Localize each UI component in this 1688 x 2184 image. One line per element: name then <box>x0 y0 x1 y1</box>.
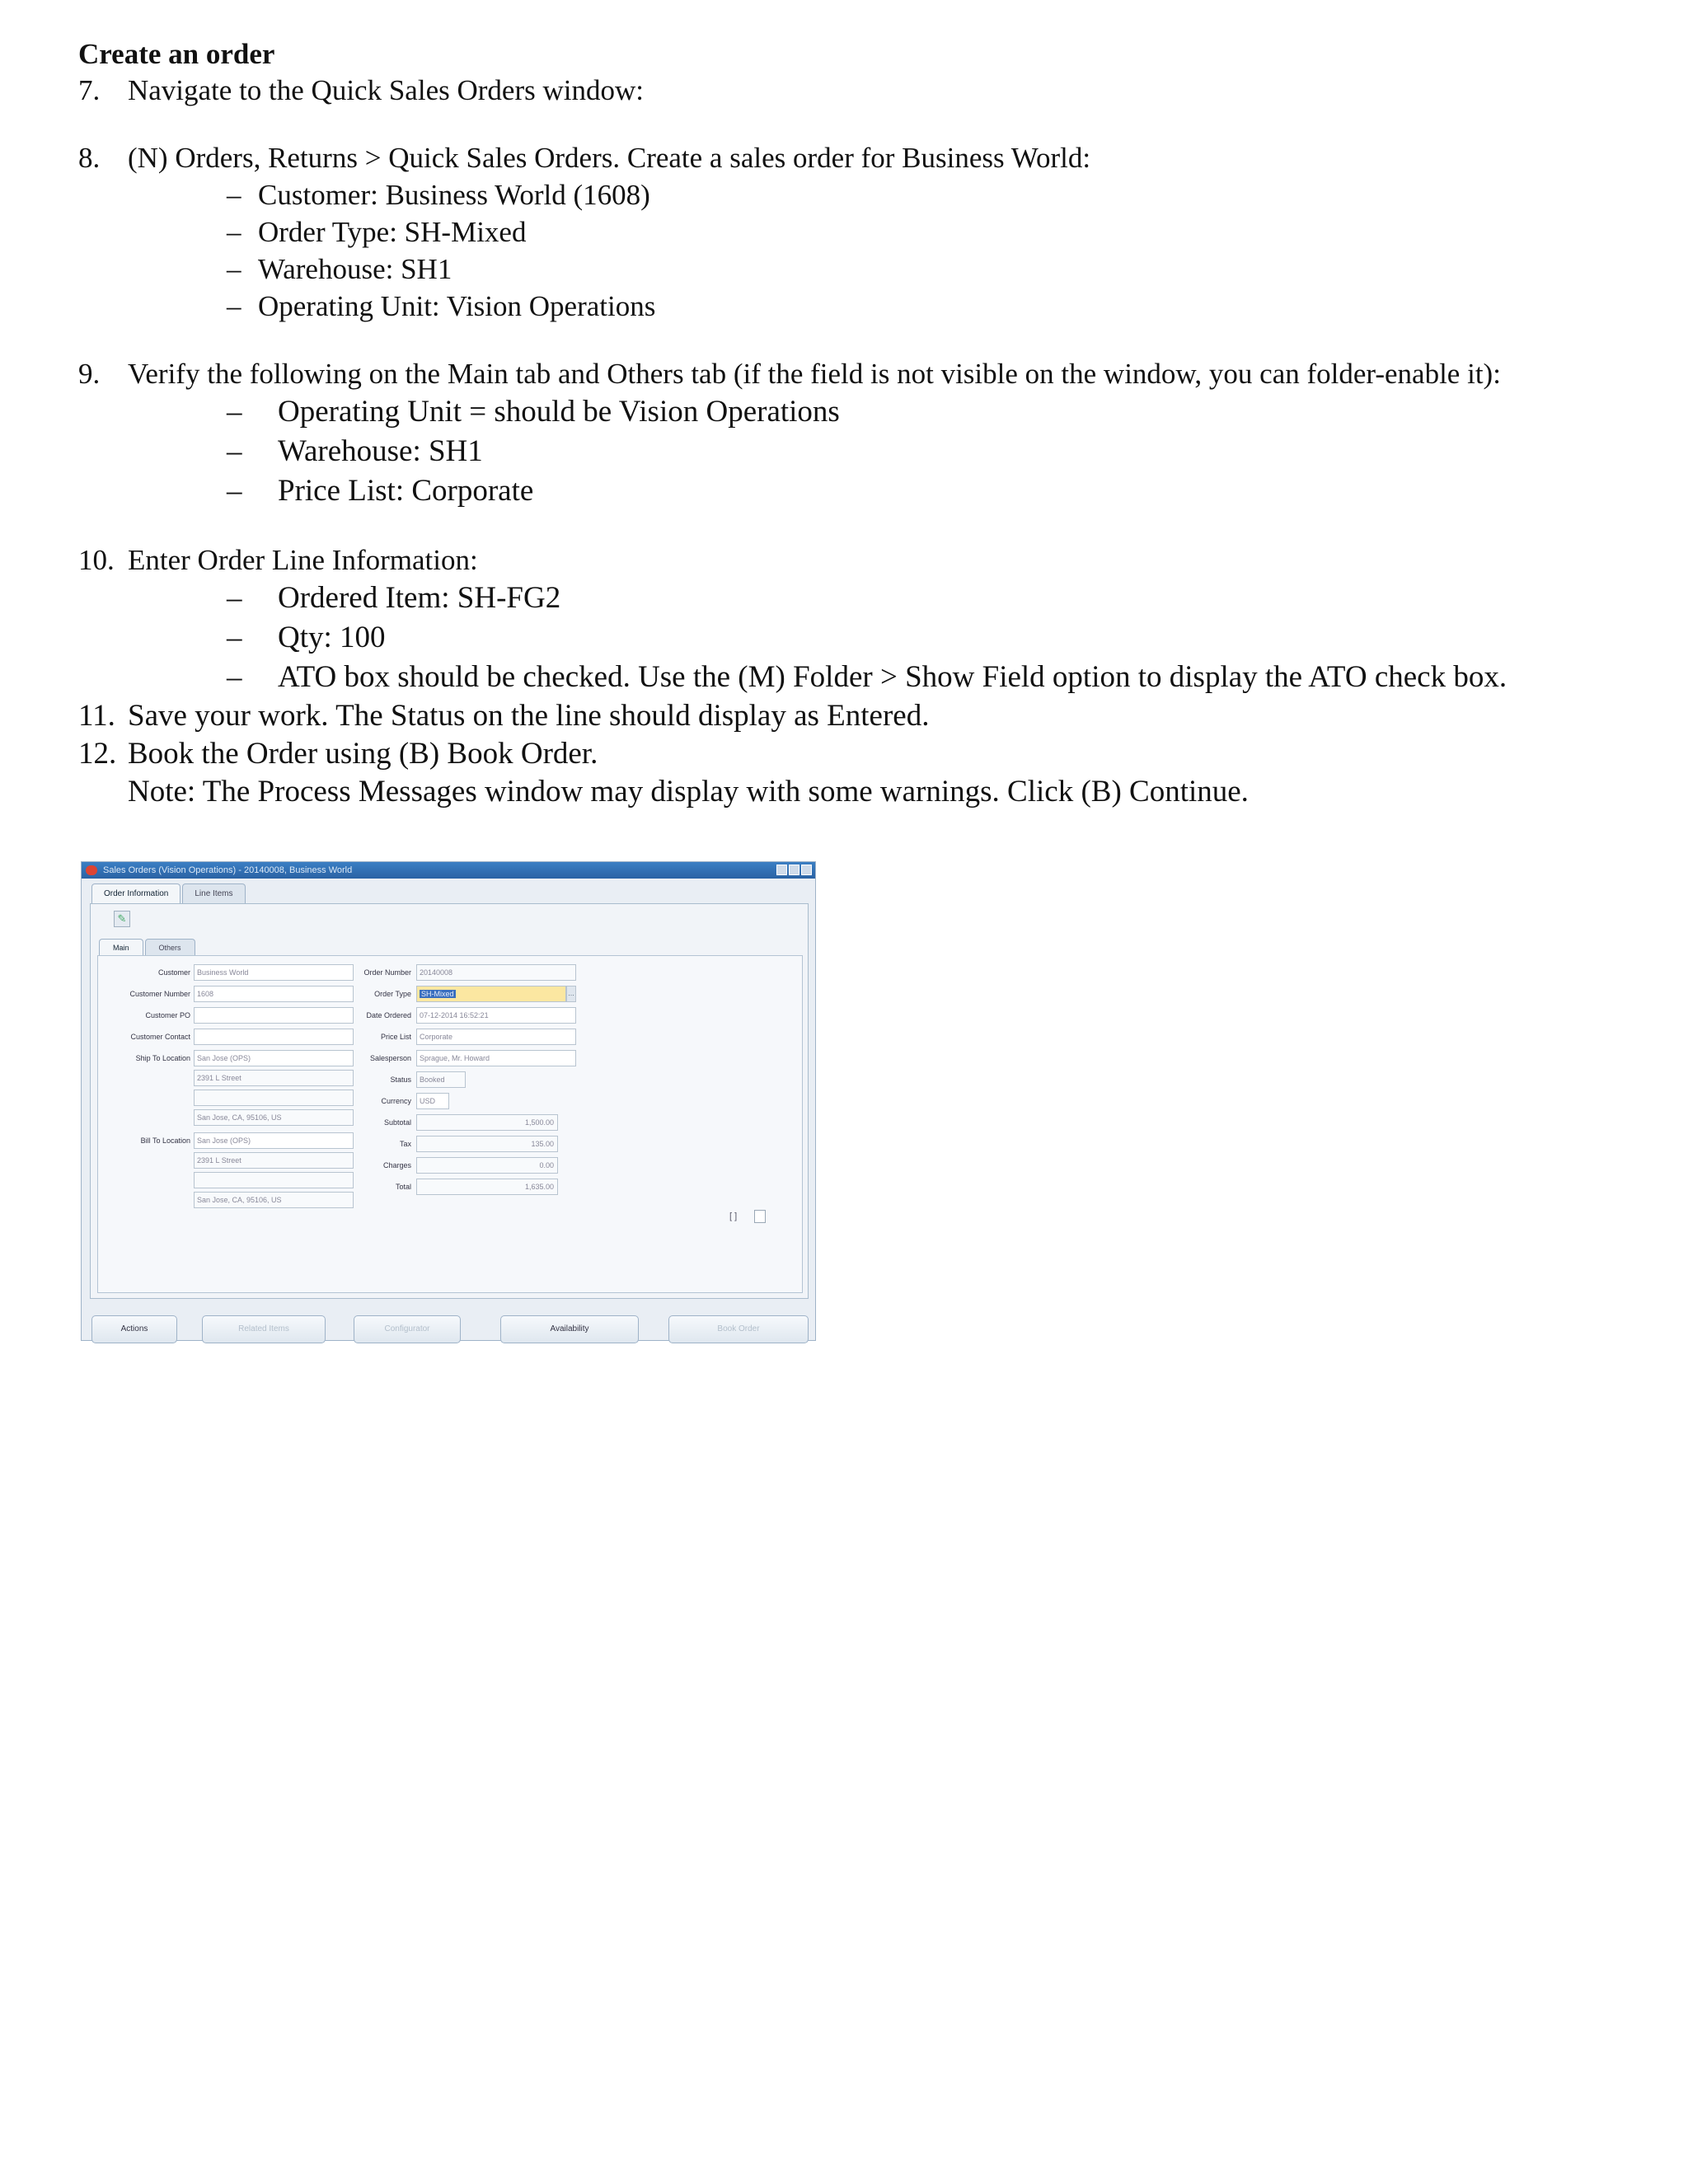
order-number-label: Order Number <box>363 968 411 977</box>
book-order-button[interactable]: Book Order <box>668 1315 809 1343</box>
customer-number-label: Customer Number <box>129 990 190 998</box>
availability-button[interactable]: Availability <box>500 1315 639 1343</box>
bullet-item: – Operating Unit = should be Vision Operations <box>227 395 840 429</box>
bullet-item: – Warehouse: SH1 <box>227 434 483 468</box>
bracket-indicator: [ ] <box>729 1212 738 1221</box>
step-10-bullets <box>227 579 1644 697</box>
bullet-item: – Warehouse: SH1 <box>227 253 452 285</box>
tab-order-information[interactable]: Order Information <box>91 883 181 903</box>
configurator-button[interactable]: Configurator <box>354 1315 461 1343</box>
customer-contact-label: Customer Contact <box>130 1033 190 1041</box>
step-number: 9. <box>78 358 101 390</box>
customer-label: Customer <box>157 968 190 977</box>
step-number: 11. <box>78 699 115 733</box>
customer-po-label: Customer PO <box>145 1011 190 1019</box>
charges-field: 0.00 <box>416 1157 558 1174</box>
tab-others[interactable]: Others <box>145 939 195 955</box>
status-label: Status <box>390 1076 411 1084</box>
step-10 <box>78 542 1644 579</box>
salesperson-field[interactable]: Sprague, Mr. Howard <box>416 1050 576 1066</box>
step-text: Verify the following on the Main tab and Others tab (if the field is not visible on the window, you can folder-enable it): <box>128 358 1501 390</box>
step-12 <box>78 735 1644 773</box>
oracle-logo-icon <box>86 865 97 875</box>
step-9-bullets <box>227 392 1644 511</box>
bullet-item: – Price List: Corporate <box>227 474 534 508</box>
bill-to-address-line: 2391 L Street <box>194 1152 354 1169</box>
bill-to-address-line: San Jose, CA, 95106, US <box>194 1192 354 1208</box>
bullet-item: – Ordered Item: SH-FG2 <box>227 581 561 615</box>
bullet-item: – Operating Unit: Vision Operations <box>227 290 656 322</box>
step-11 <box>78 697 1644 735</box>
related-items-button[interactable]: Related Items <box>202 1315 326 1343</box>
total-label: Total <box>395 1183 411 1191</box>
ship-to-label: Ship To Location <box>135 1054 190 1062</box>
button-bar <box>90 1315 809 1343</box>
step-8-bullets <box>227 176 1644 325</box>
currency-label: Currency <box>381 1097 411 1105</box>
actions-button[interactable]: Actions <box>91 1315 177 1343</box>
step-7 <box>78 73 1644 109</box>
date-ordered-field[interactable]: 07-12-2014 16:52:21 <box>416 1007 576 1024</box>
step-number: 12. <box>78 737 117 771</box>
currency-field[interactable]: USD <box>416 1093 449 1109</box>
main-tabs <box>91 883 247 903</box>
main-fields <box>97 955 803 1293</box>
step-text: Navigate to the Quick Sales Orders window: <box>128 74 644 106</box>
window-title: Sales Orders (Vision Operations) - 20140008, Business World <box>103 865 353 875</box>
step-number: 7. <box>78 74 101 106</box>
step-number: 10. <box>78 544 115 576</box>
minimize-icon[interactable] <box>776 865 787 875</box>
subtotal-label: Subtotal <box>383 1118 411 1127</box>
tax-label: Tax <box>399 1140 411 1148</box>
bill-to-label: Bill To Location <box>140 1137 190 1145</box>
note-text: Note: The Process Messages window may display with some warnings. Click (B) Continue. <box>128 775 1249 808</box>
tab-line-items[interactable]: Line Items <box>182 883 245 903</box>
ship-to-address-line: 2391 L Street <box>194 1070 354 1086</box>
order-panel <box>90 903 809 1350</box>
customer-field[interactable]: Business World <box>194 964 354 981</box>
order-type-label: Order Type <box>374 990 411 998</box>
ship-to-field[interactable]: San Jose (OPS) <box>194 1050 354 1066</box>
price-list-label: Price List <box>380 1033 411 1041</box>
total-field: 1,635.00 <box>416 1179 558 1195</box>
tab-main[interactable]: Main <box>99 939 143 955</box>
ship-to-address-line: San Jose, CA, 95106, US <box>194 1109 354 1126</box>
window-titlebar <box>82 862 815 879</box>
step-text: Save your work. The Status on the line should display as Entered. <box>128 699 930 733</box>
descriptive-flex-checkbox[interactable] <box>754 1210 766 1223</box>
window-controls <box>776 865 812 875</box>
status-field: Booked <box>416 1071 466 1088</box>
attachment-icon[interactable]: ✎ <box>114 911 130 927</box>
instruction-document <box>78 36 1644 811</box>
close-icon[interactable] <box>801 865 812 875</box>
step-9 <box>78 356 1644 392</box>
salesperson-label: Salesperson <box>369 1054 411 1062</box>
order-information-panel <box>90 903 809 1299</box>
price-list-field[interactable]: Corporate <box>416 1029 576 1045</box>
step-text: (N) Orders, Returns > Quick Sales Orders. Create a sales order for Business World: <box>128 142 1091 174</box>
bullet-item: – Customer: Business World (1608) <box>227 179 650 211</box>
step-number: 8. <box>78 142 101 174</box>
subtotal-field: 1,500.00 <box>416 1114 558 1131</box>
tax-field: 135.00 <box>416 1136 558 1152</box>
charges-label: Charges <box>382 1161 411 1169</box>
order-type-field[interactable]: SH-Mixed <box>416 986 566 1002</box>
bill-to-field[interactable]: San Jose (OPS) <box>194 1132 354 1149</box>
step-8 <box>78 140 1644 176</box>
date-ordered-label: Date Ordered <box>366 1011 411 1019</box>
step-text: Book the Order using (B) Book Order. <box>128 737 598 771</box>
customer-number-field[interactable]: 1608 <box>194 986 354 1002</box>
step-text: Enter Order Line Information: <box>128 544 478 576</box>
bullet-item: – ATO box should be checked. Use the (M) Folder > Show Field option to display the ATO check box. <box>227 660 1507 694</box>
maximize-icon[interactable] <box>789 865 799 875</box>
sales-orders-window <box>81 861 816 1341</box>
lov-icon[interactable]: … <box>566 986 576 1002</box>
bullet-item: – Qty: 100 <box>227 621 386 654</box>
section-heading: Create an order <box>78 38 275 70</box>
bullet-item: – Order Type: SH-Mixed <box>227 216 527 248</box>
sub-tabs <box>99 939 197 955</box>
order-number-field: 20140008 <box>416 964 576 981</box>
